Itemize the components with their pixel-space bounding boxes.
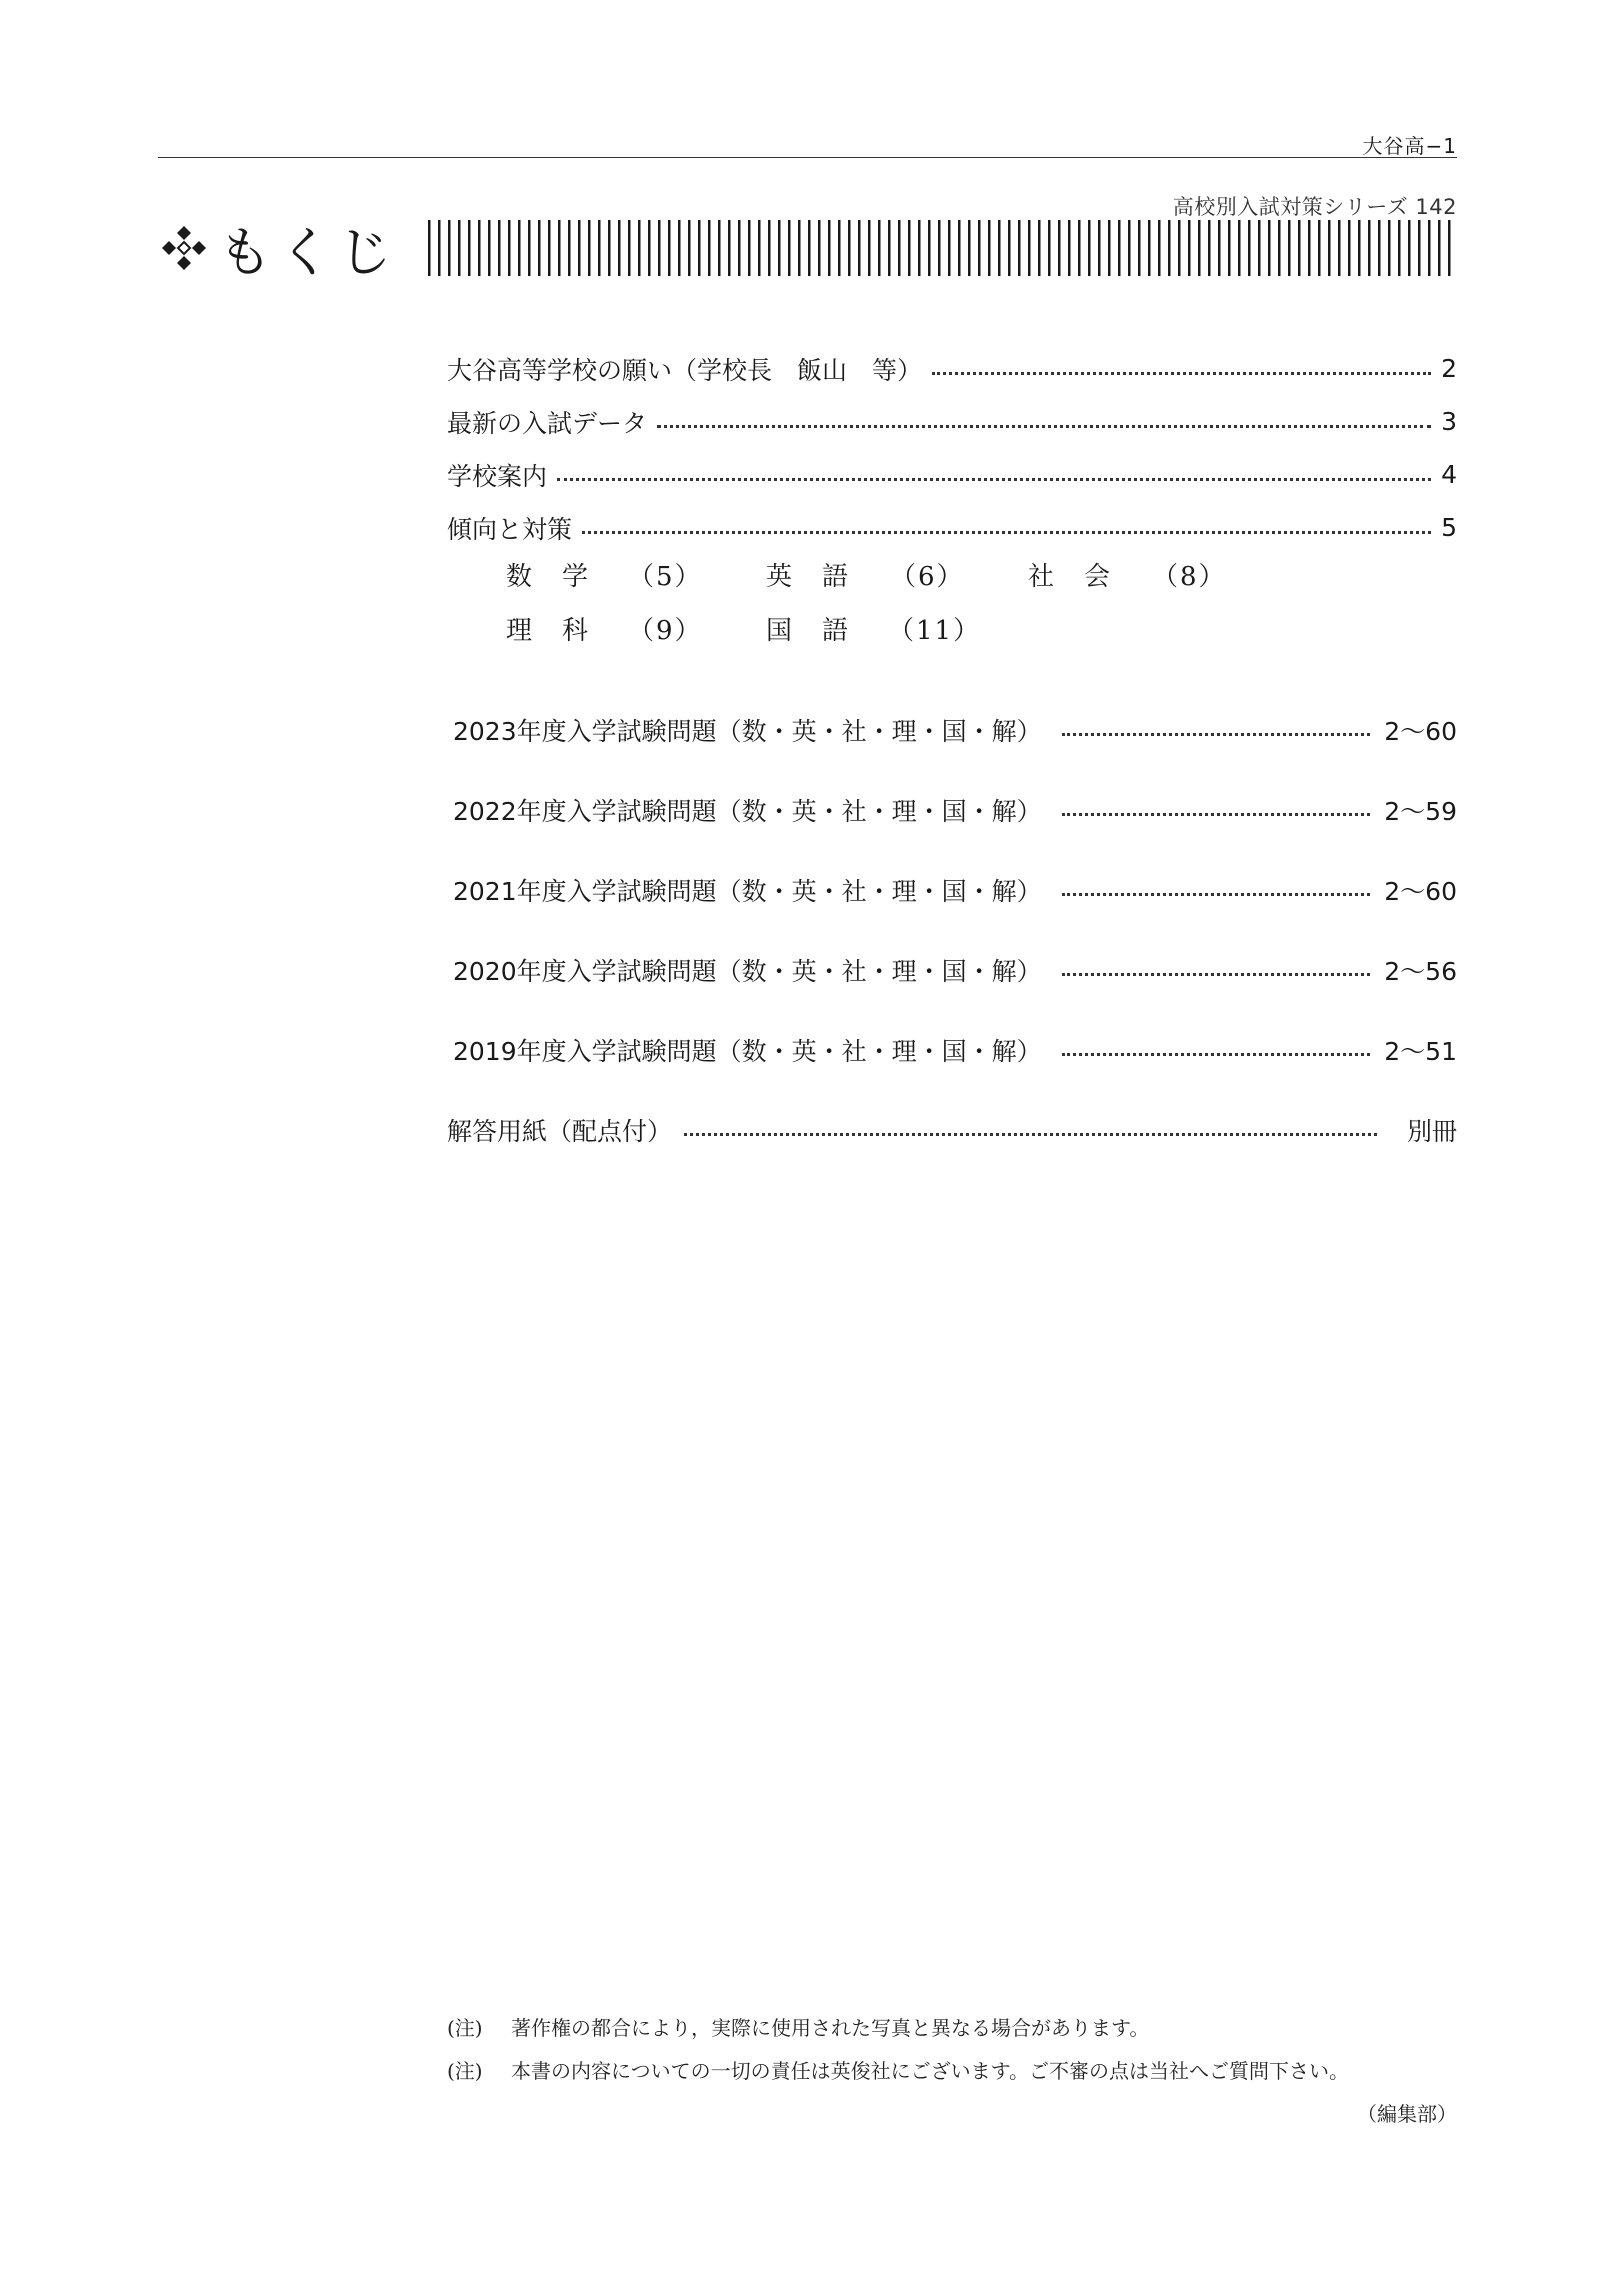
exam-leader-dots [1062, 972, 1371, 976]
subject-page: （11） [888, 616, 982, 646]
answer-sheet-item [447, 1110, 1457, 1150]
toc-item-page: 3 [1441, 407, 1457, 436]
toc-item [447, 501, 1457, 554]
exam-item-label: 2022年度入学試験問題（数・英・社・理・国・解） [453, 797, 1042, 826]
toc-leader-dots [582, 530, 1431, 534]
header-rule [158, 157, 1457, 158]
toc-item [447, 342, 1457, 395]
exam-item-label: 2023年度入学試験問題（数・英・社・理・国・解） [453, 717, 1042, 746]
subject-name: 英 語 [766, 562, 851, 592]
subject-page: （5） [628, 562, 703, 592]
exam-item-pages: 2〜60 [1384, 877, 1457, 906]
subject-page: （8） [1152, 562, 1227, 592]
exam-item-pages: 2〜60 [1384, 717, 1457, 746]
exam-leader-dots [1062, 1052, 1371, 1056]
subject-page: （6） [890, 562, 965, 592]
exam-leader-dots [1062, 732, 1371, 736]
subject-row [0, 610, 1611, 644]
toc-item-page: 5 [1441, 513, 1457, 542]
title-row [158, 215, 1457, 284]
exam-item-pages: 2〜56 [1384, 957, 1457, 986]
exam-item-label: 2019年度入学試験問題（数・英・社・理・国・解） [453, 1037, 1042, 1066]
subject-row [0, 556, 1611, 590]
page-id: 大谷高−1 [1362, 134, 1457, 158]
subject-name: 数 学 [506, 562, 591, 592]
footnote-text: 著作権の都合により，実際に使用された写真と異なる場合があります。 [511, 2016, 1150, 2040]
exam-item [453, 1030, 1457, 1070]
toc-leader-dots [657, 424, 1431, 428]
exam-item [453, 710, 1457, 750]
subject-page: （9） [628, 616, 703, 646]
exam-item-pages: 2〜59 [1384, 797, 1457, 826]
subject-name: 国 語 [766, 616, 851, 646]
exam-item [453, 870, 1457, 910]
toc-item [447, 395, 1457, 448]
exam-item-label: 2020年度入学試験問題（数・英・社・理・国・解） [453, 957, 1042, 986]
toc-list [447, 342, 1457, 554]
toc-item-label: 学校案内 [447, 461, 548, 491]
exam-item-pages: 2〜51 [1384, 1037, 1457, 1066]
exam-leader-dots [1062, 812, 1371, 816]
footnote-tag: (注) [447, 2059, 483, 2083]
answer-sheet-label: 解答用紙（配点付） [447, 1117, 673, 1146]
subject-name: 社 会 [1028, 562, 1113, 592]
footnote-tag: (注) [447, 2016, 483, 2040]
footnote-text: 本書の内容についての一切の責任は英俊社にございます。ご不審の点は当社へご質問下さい。 [511, 2059, 1349, 2083]
answer-sheet-page: 別冊 [1406, 1117, 1457, 1146]
exam-item [453, 790, 1457, 830]
subject-name: 理 科 [506, 616, 591, 646]
toc-leader-dots [932, 371, 1431, 375]
toc-item-label: 大谷高等学校の願い（学校長 飯山 等） [447, 355, 923, 385]
toc-item-page: 4 [1441, 460, 1457, 489]
toc-item-label: 最新の入試データ [447, 408, 648, 438]
title-hatch-decoration [428, 220, 1457, 276]
toc-item-label: 傾向と対策 [447, 514, 573, 544]
toc-item-page: 2 [1441, 354, 1457, 383]
footnote [447, 2055, 1457, 2084]
footnote [447, 2012, 1457, 2041]
exam-item-label: 2021年度入学試験問題（数・英・社・理・国・解） [453, 877, 1042, 906]
diamond-ornament-icon [158, 222, 210, 274]
page-title: もくじ [218, 220, 398, 284]
exam-leader-dots [1062, 892, 1371, 896]
editor-credit: （編集部） [1357, 2102, 1457, 2126]
exam-item [453, 950, 1457, 990]
series-label: 高校別入試対策シリーズ 142 [1172, 195, 1457, 219]
footnotes [447, 2012, 1457, 2127]
toc-item [447, 448, 1457, 501]
toc-leader-dots [557, 477, 1431, 481]
answer-sheet-leader-dots [684, 1132, 1377, 1136]
